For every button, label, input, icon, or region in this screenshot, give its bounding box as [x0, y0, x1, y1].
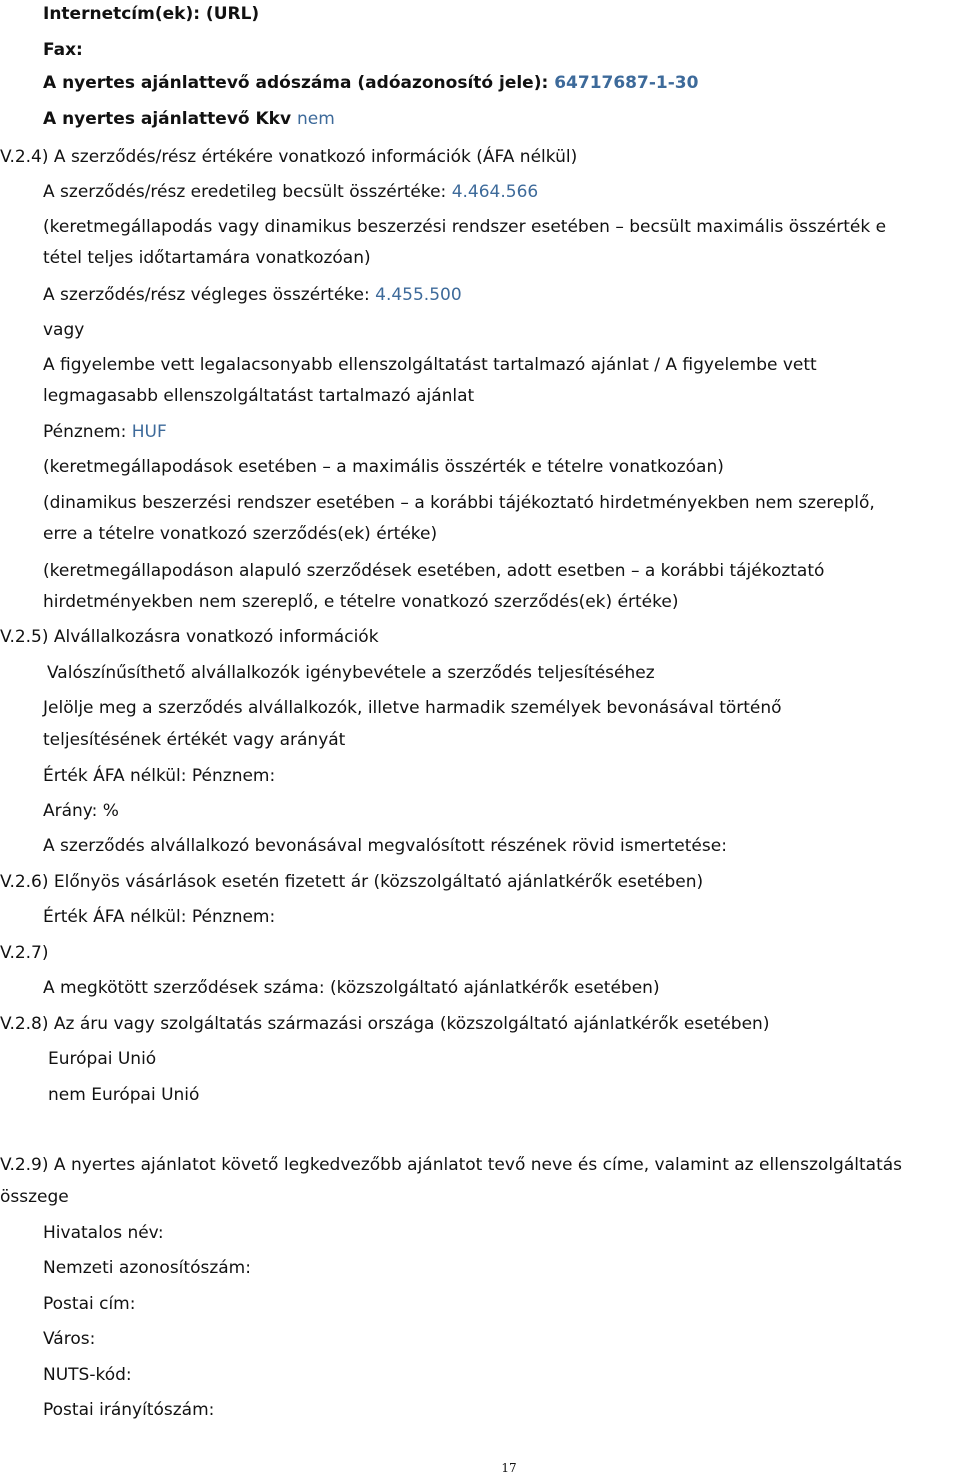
- section-v27-heading: V.2.7): [0, 943, 49, 963]
- framework-contracts-note-line-1: (keretmegállapodáson alapuló szerződések esetében, adott esetben – a korábbi tájékoztató: [43, 561, 825, 581]
- lowest-offer-line-1: A figyelembe vett legalacsonyabb ellenszolgáltatást tartalmazó ajánlat / A figyelembe vett: [43, 355, 817, 375]
- estimated-value-row: [43, 181, 538, 203]
- bargain-value-line: Érték ÁFA nélkül: Pénznem:: [43, 907, 276, 927]
- framework-note-line-2: tétel teljes időtartamára vonatkozóan): [43, 248, 371, 268]
- official-name-label: Hivatalos név:: [43, 1223, 164, 1243]
- currency-value: HUF: [131, 422, 167, 442]
- city-label: Város:: [43, 1329, 96, 1349]
- tax-id-row: [43, 72, 698, 94]
- section-v28-heading: V.2.8) Az áru vagy szolgáltatás származási országa (közszolgáltató ajánlatkérők esetében): [0, 1014, 770, 1034]
- framework-contracts-note-line-2: hirdetményekben nem szereplő, e tételre vonatkozó szerződés(ek) értéke): [43, 592, 679, 612]
- framework-max-note: (keretmegállapodások esetében – a maximális összérték e tételre vonatkozóan): [43, 457, 724, 477]
- url-label: Internetcím(ek): (URL): [43, 4, 260, 24]
- postcode-label: Postai irányítószám:: [43, 1400, 215, 1420]
- tax-id-value: 64717687-1-30: [554, 73, 699, 93]
- or-label: vagy: [43, 320, 85, 340]
- framework-note-line-1: (keretmegállapodás vagy dinamikus beszerzési rendszer esetében – becsült maximális összérték e: [43, 217, 887, 237]
- subcontract-ratio-line: Arány: %: [43, 801, 119, 821]
- final-value-row: [43, 284, 462, 306]
- dynamic-system-note-line-2: erre a tételre vonatkozó szerződés(ek) értéke): [43, 524, 438, 544]
- contracts-count-line: A megkötött szerződések száma: (közszolgáltató ajánlatkérők esetében): [43, 978, 660, 998]
- kkv-row: [43, 108, 335, 130]
- section-v29-heading-line-1: V.2.9) A nyertes ajánlatot követő legkedvezőbb ajánlatot tevő neve és címe, valamint az ellenszolgáltatás: [0, 1155, 903, 1175]
- lowest-offer-line-2: legmagasabb ellenszolgáltatást tartalmazó ajánlat: [43, 386, 475, 406]
- section-v24-heading: V.2.4) A szerződés/rész értékére vonatkozó információk (ÁFA nélkül): [0, 147, 578, 167]
- fax-label: Fax:: [43, 40, 83, 60]
- subcontract-value-line: Érték ÁFA nélkül: Pénznem:: [43, 766, 276, 786]
- section-v29-heading-line-2: összege: [0, 1187, 69, 1207]
- final-value: 4.455.500: [375, 285, 462, 305]
- estimated-value: 4.464.566: [451, 182, 539, 202]
- estimated-value-label: A szerződés/rész eredetileg becsült összértéke:: [43, 182, 447, 202]
- subcontract-indicate-line-1: Jelölje meg a szerződés alvállalkozók, illetve harmadik személyek bevonásával történő: [43, 698, 782, 718]
- page-number: 17: [501, 1461, 517, 1475]
- currency-row: [43, 421, 167, 443]
- section-v26-heading: V.2.6) Előnyös vásárlások esetén fizetett ár (közszolgáltató ajánlatkérők esetében): [0, 872, 704, 892]
- dynamic-system-note-line-1: (dinamikus beszerzési rendszer esetében – a korábbi tájékoztató hirdetményekben nem szereplő,: [43, 493, 875, 513]
- final-value-label: A szerződés/rész végleges összértéke:: [43, 285, 370, 305]
- subcontract-description-label: A szerződés alvállalkozó bevonásával megvalósított részének rövid ismertetése:: [43, 836, 727, 856]
- tax-id-label: A nyertes ajánlattevő adószáma (adóazonosító jele):: [43, 73, 549, 93]
- origin-non-eu: nem Európai Unió: [48, 1085, 200, 1105]
- currency-label: Pénznem:: [43, 422, 127, 442]
- origin-eu: Európai Unió: [48, 1049, 157, 1069]
- subcontract-indicate-line-2: teljesítésének értékét vagy arányát: [43, 730, 346, 750]
- section-v25-heading: V.2.5) Alvállalkozásra vonatkozó információk: [0, 627, 379, 647]
- postal-address-label: Postai cím:: [43, 1294, 136, 1314]
- national-id-label: Nemzeti azonosítószám:: [43, 1258, 251, 1278]
- kkv-label: A nyertes ajánlattevő Kkv: [43, 109, 292, 129]
- nuts-code-label: NUTS-kód:: [43, 1365, 132, 1385]
- subcontractor-likely: Valószínűsíthető alvállalkozók igénybevétele a szerződés teljesítéséhez: [47, 663, 655, 683]
- kkv-value: nem: [296, 109, 335, 129]
